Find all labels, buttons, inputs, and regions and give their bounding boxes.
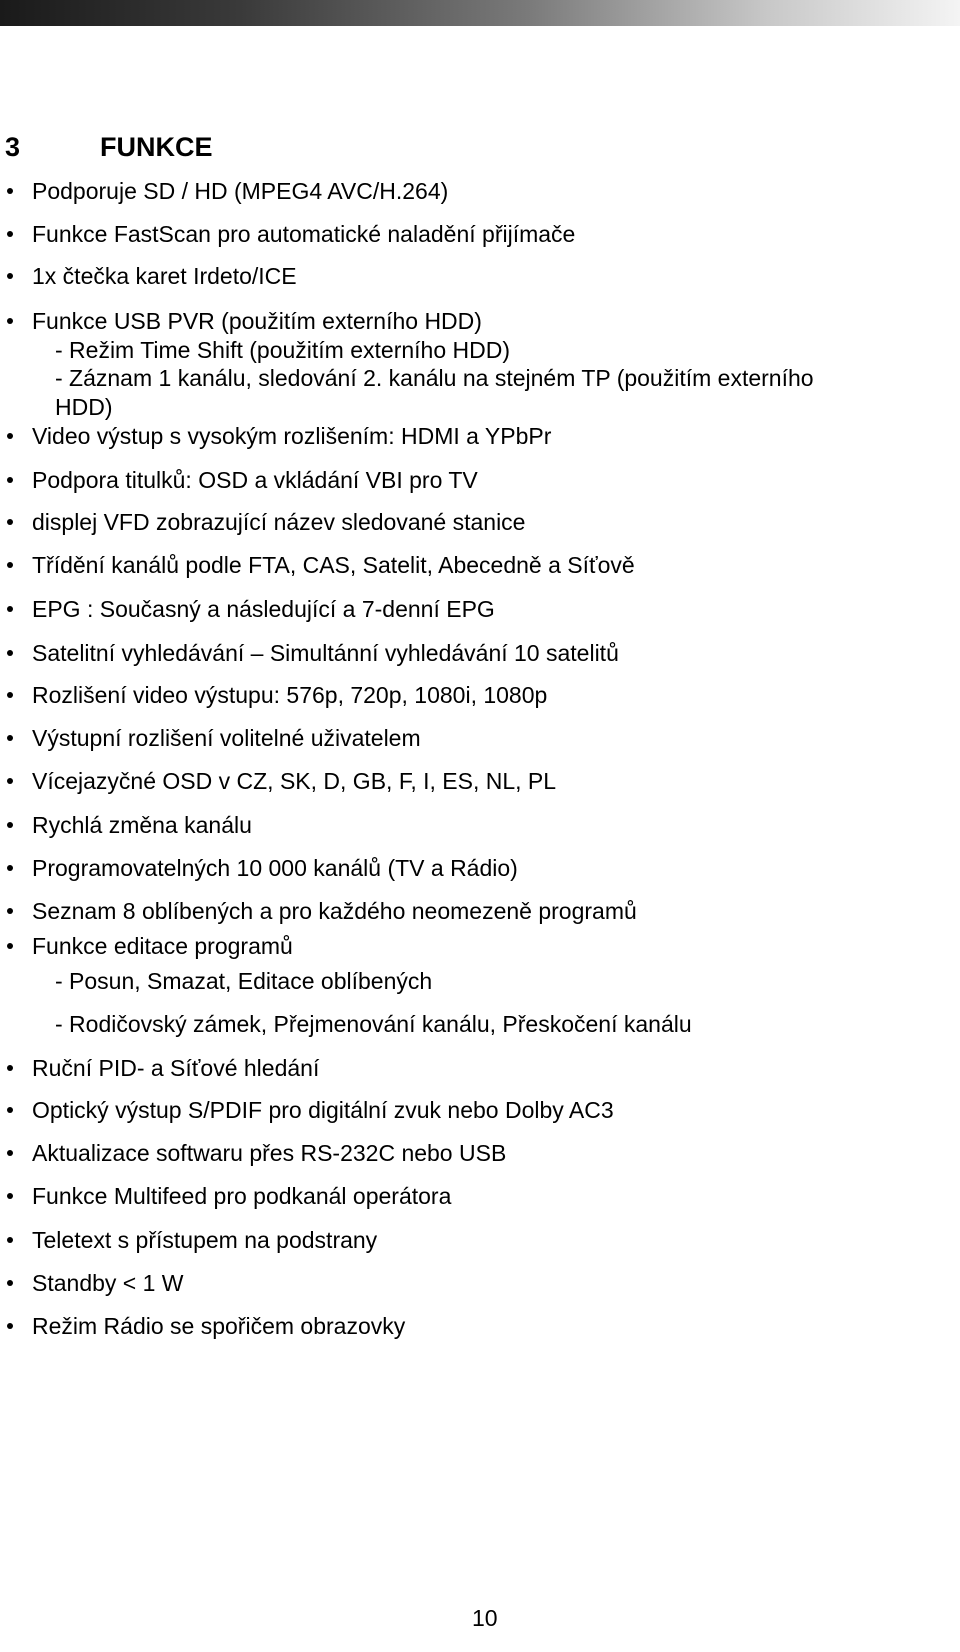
feature-text: Standby < 1 W [32, 1270, 184, 1296]
bullet-icon [7, 692, 13, 698]
feature-text: Video výstup s vysokým rozlišením: HDMI a YPbPr [32, 423, 552, 449]
feature-text: Funkce USB PVR (použitím externího HDD) [32, 308, 482, 334]
bullet-icon [7, 1065, 13, 1071]
bullet-icon [7, 650, 13, 656]
feature-text: Seznam 8 oblíbených a pro každého neomezeně programů [32, 898, 637, 924]
feature-text: Výstupní rozlišení volitelné uživatelem [32, 725, 421, 751]
section-heading [5, 130, 213, 164]
feature-text: Vícejazyčné OSD v CZ, SK, D, GB, F, I, ES, NL, PL [32, 768, 557, 794]
header-gradient-bar [0, 0, 960, 26]
feature-text: Třídění kanálů podle FTA, CAS, Satelit, Abecedně a Síťově [32, 552, 635, 578]
feature-text: Funkce FastScan pro automatické naladění přijímače [32, 221, 576, 247]
feature-subline: - Režim Time Shift (použitím externího HDD) [55, 337, 511, 363]
bullet-icon [7, 1107, 13, 1113]
bullet-icon [7, 735, 13, 741]
feature-text: Satelitní vyhledávání – Simultánní vyhledávání 10 satelitů [32, 640, 619, 666]
bullet-icon [7, 433, 13, 439]
section-title: FUNKCE [100, 132, 213, 162]
feature-text: Optický výstup S/PDIF pro digitální zvuk nebo Dolby AC3 [32, 1097, 614, 1123]
section-number: 3 [5, 132, 21, 162]
feature-text: Rychlá změna kanálu [32, 812, 252, 838]
feature-text: Aktualizace softwaru přes RS-232C nebo USB [32, 1140, 507, 1166]
bullet-icon [7, 1323, 13, 1329]
feature-text: Ruční PID- a Síťové hledání [32, 1055, 320, 1081]
bullet-icon [7, 1193, 13, 1199]
bullet-icon [7, 943, 13, 949]
bullet-icon [7, 606, 13, 612]
bullet-icon [7, 562, 13, 568]
bullet-icon [7, 273, 13, 279]
feature-text: Funkce Multifeed pro podkanál operátora [32, 1183, 452, 1209]
bullet-icon [7, 865, 13, 871]
bullet-icon [7, 1150, 13, 1156]
feature-text: Teletext s přístupem na podstrany [32, 1227, 378, 1253]
bullet-icon [7, 188, 13, 194]
bullet-icon [7, 318, 13, 324]
bullet-icon [7, 822, 13, 828]
feature-text: displej VFD zobrazující název sledované stanice [32, 509, 526, 535]
feature-text: Rozlišení video výstupu: 576p, 720p, 1080i, 1080p [32, 682, 548, 708]
feature-text: Podporuje SD / HD (MPEG4 AVC/H.264) [32, 178, 449, 204]
feature-text: Programovatelných 10 000 kanálů (TV a Rádio) [32, 855, 518, 881]
feature-subline: - Záznam 1 kanálu, sledování 2. kanálu na stejném TP (použitím externího [55, 365, 814, 391]
feature-text: Funkce editace programů [32, 933, 293, 959]
bullet-icon [7, 519, 13, 525]
bullet-icon [7, 231, 13, 237]
bullet-icon [7, 1280, 13, 1286]
bullet-icon [7, 778, 13, 784]
bullet-icon [7, 1237, 13, 1243]
bullet-icon [7, 908, 13, 914]
feature-text: Režim Rádio se spořičem obrazovky [32, 1313, 406, 1339]
feature-text: 1x čtečka karet Irdeto/ICE [32, 263, 297, 289]
bullet-icon [7, 477, 13, 483]
feature-text: EPG : Současný a následující a 7-denní EPG [32, 596, 495, 622]
feature-subline: - Rodičovský zámek, Přejmenování kanálu, Přeskočení kanálu [55, 1011, 692, 1037]
feature-text: Podpora titulků: OSD a vkládání VBI pro TV [32, 467, 478, 493]
feature-subline: - Posun, Smazat, Editace oblíbených [55, 968, 433, 994]
page-number: 10 [472, 1605, 498, 1631]
feature-subline: HDD) [55, 394, 113, 420]
